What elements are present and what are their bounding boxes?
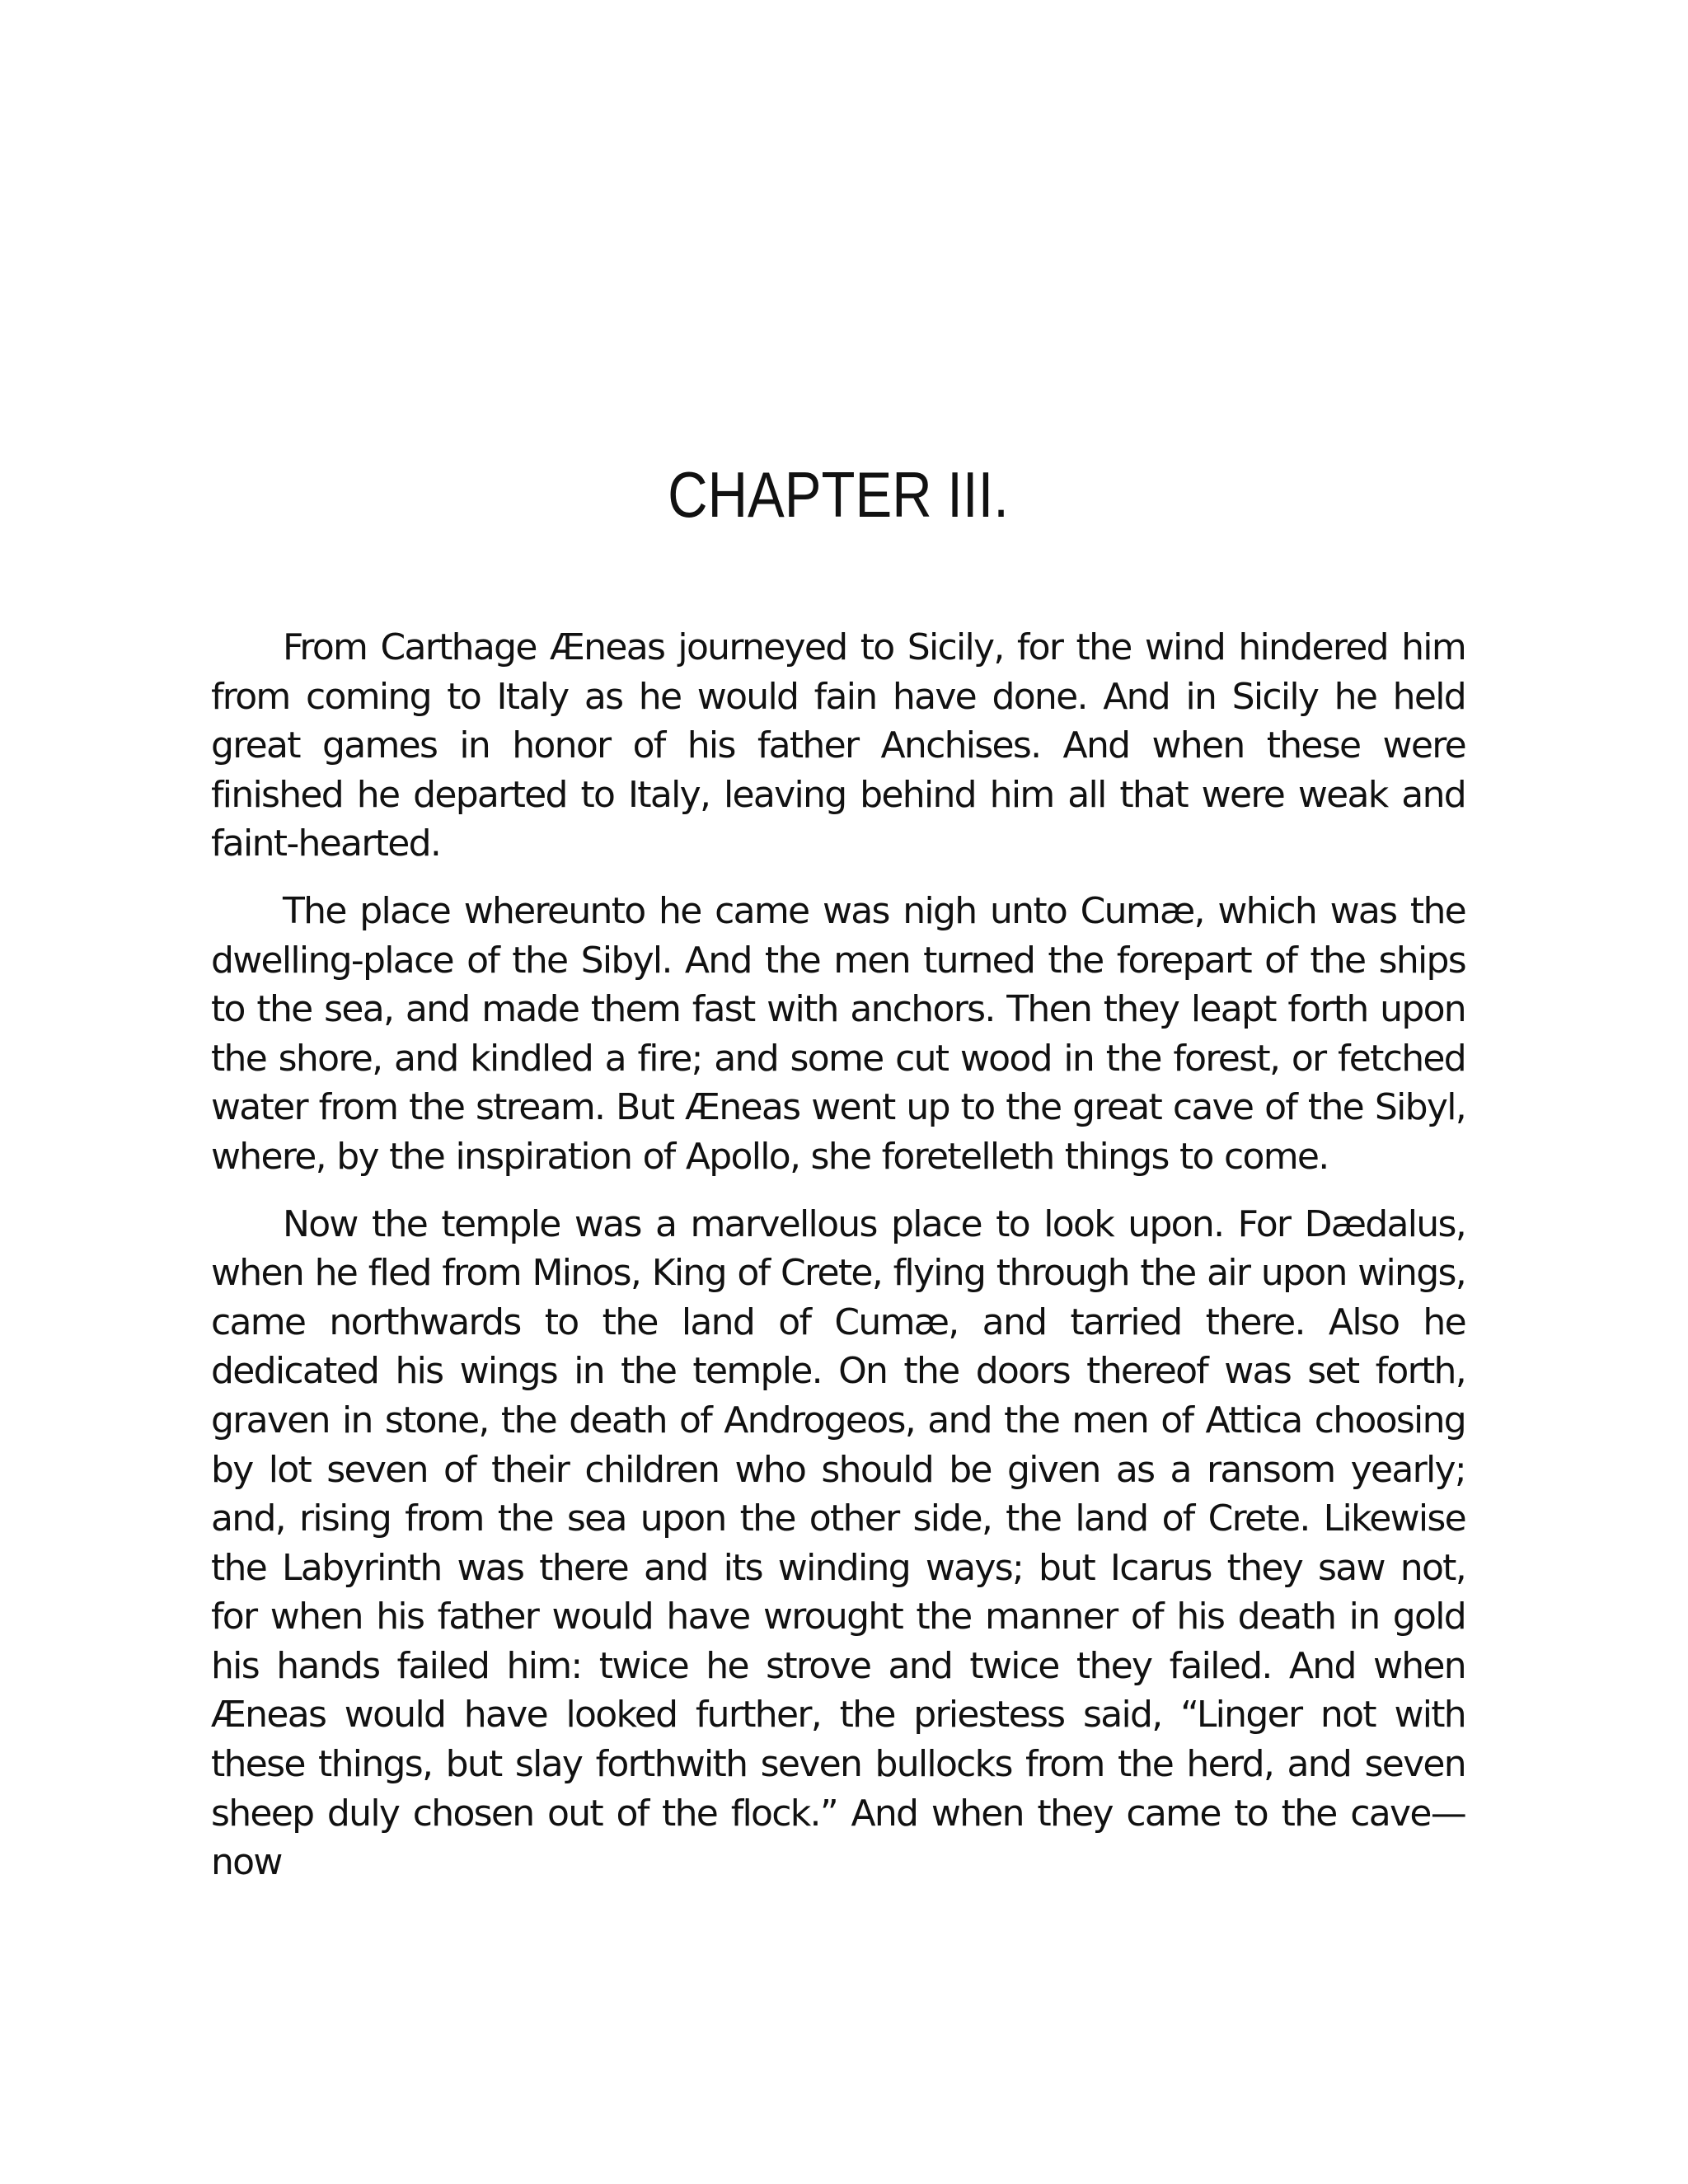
paragraph-3: Now the temple was a marvellous place to look upon. For Dædalus, when he fled from Minos, King of Crete, flying through the air upon wings, came northwards to the land of Cumæ, and tarried there. Also he dedicated his wings in the temple. On the doors thereof was set forth, graven in stone, the death of Androgeos, and the men of Attica choosing by lot seven of their children who should be given as a ransom yearly; and, rising from the sea upon the other side, the land of Crete. Likewise the Labyrinth was there and its winding ways; but Icarus they saw not, for when his father would have wrought the manner of his death in gold his hands failed him: twice he strove and twice they failed. And when Æneas would have looked further, the priestess said, “Linger not with these things, but slay forthwith seven bullocks from the herd, and seven sheep duly chosen out of the flock.” And when they came to the cave—now (211, 1202, 1465, 1884)
chapter-body (211, 623, 1465, 1905)
paragraph-2: The place whereunto he came was nigh unto Cumæ, which was the dwelling-place of the Sibyl. And the men turned the forepart of the ships to the sea, and made them fast with anchors. Then they leapt forth upon the shore, and kindled a fire; and some cut wood in the forest, or fetched water from the stream. But Æneas went up to the great cave of the Sibyl, where, by the inspiration of Apollo, she foretelleth things to come. (211, 889, 1465, 1178)
chapter-title: CHAPTER III. (668, 458, 1009, 531)
paragraph-1: From Carthage Æneas journeyed to Sicily, for the wind hindered him from coming to Italy as he would fain have done. And in Sicily he held great games in honor of his father Anchises. And when these were finished he departed to Italy, leaving behind him all that were weak and faint-hearted. (211, 626, 1465, 865)
book-page (211, 0, 1465, 2184)
